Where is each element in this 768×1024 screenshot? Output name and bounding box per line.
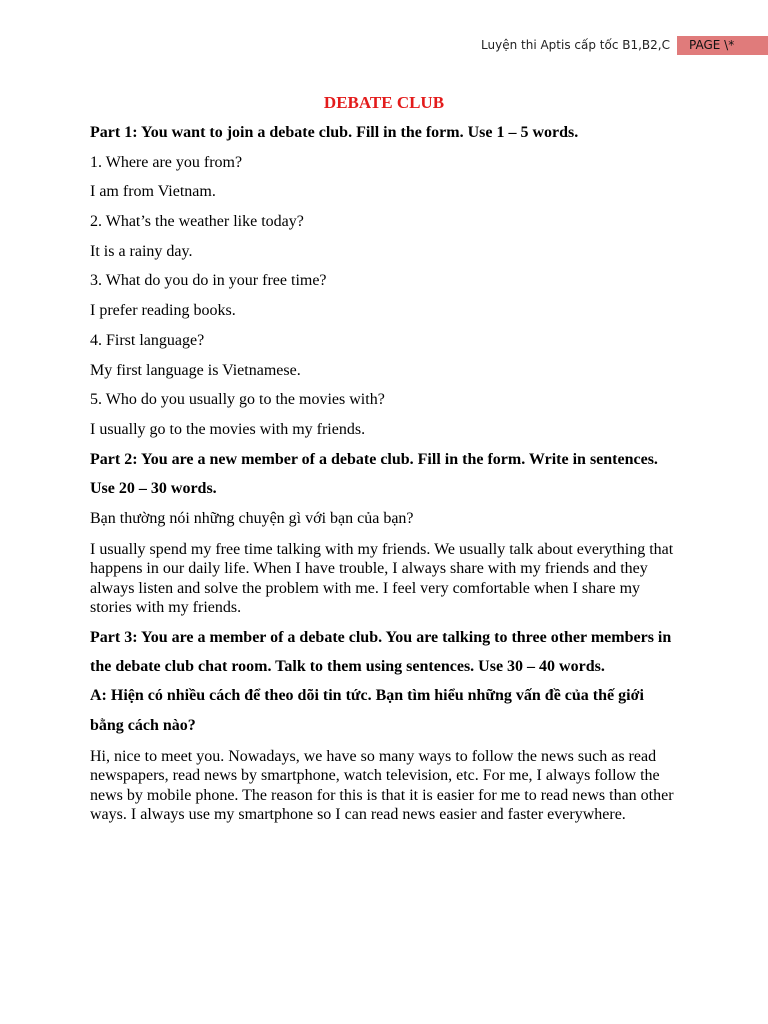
part2-heading-line1: Part 2: You are a new member of a debate club. Fill in the form. Write in sentences. bbox=[90, 450, 658, 468]
running-header-title: Luyện thi Aptis cấp tốc B1,B2,C bbox=[481, 38, 670, 52]
part3-heading-line2: the debate club chat room. Talk to them using sentences. Use 30 – 40 words. bbox=[90, 657, 605, 675]
document-title: DEBATE CLUB bbox=[323, 93, 445, 112]
part3-heading-line1: Part 3: You are a member of a debate club. You are talking to three other members in bbox=[90, 629, 672, 646]
document-body bbox=[90, 92, 678, 835]
part1-question-1: 1. Where are you from? bbox=[90, 153, 243, 171]
part2-heading-line2: Use 20 – 30 words. bbox=[90, 480, 217, 498]
part1-answer-2: It is a rainy day. bbox=[90, 242, 193, 260]
part3-answer: Hi, nice to meet you. Nowadays, we have so many ways to follow the news such as read newspapers, read news by smartphone, watch television, etc. For me, I always follow the news by mobile phone. The reason for this is that it is easier for me to read news than other ways. I always use my smartphone so I can read news easier and faster everywhere. bbox=[90, 747, 674, 824]
part1-heading: Part 1: You want to join a debate club. Fill in the form. Use 1 – 5 words. bbox=[90, 124, 579, 141]
part3-question-line1: A: Hiện có nhiều cách để theo dõi tin tức. Bạn tìm hiểu những vấn đề của thế giới bbox=[90, 687, 644, 705]
part1-question-5: 5. Who do you usually go to the movies with? bbox=[90, 391, 385, 409]
part1-answer-4: My first language is Vietnamese. bbox=[90, 361, 301, 379]
part1-question-4: 4. First language? bbox=[90, 331, 205, 349]
part2-answer: I usually spend my free time talking with my friends. We usually talk about everything that happens in our daily life. When I have trouble, I always share with my friends and they always listen and solve the problem with me. I feel very comfortable when I share my stories with my friends. bbox=[90, 540, 674, 617]
part1-question-3: 3. What do you do in your free time? bbox=[90, 272, 327, 290]
part1-answer-3: I prefer reading books. bbox=[90, 302, 236, 320]
part1-answer-1: I am from Vietnam. bbox=[90, 183, 216, 201]
part1-answer-5: I usually go to the movies with my friends. bbox=[90, 420, 366, 438]
part1-question-2: 2. What’s the weather like today? bbox=[90, 213, 304, 231]
page-number-field: PAGE \* bbox=[677, 36, 768, 55]
part2-question: Bạn thường nói những chuyện gì với bạn của bạn? bbox=[90, 509, 414, 527]
part3-question-line2: bằng cách nào? bbox=[90, 716, 196, 734]
